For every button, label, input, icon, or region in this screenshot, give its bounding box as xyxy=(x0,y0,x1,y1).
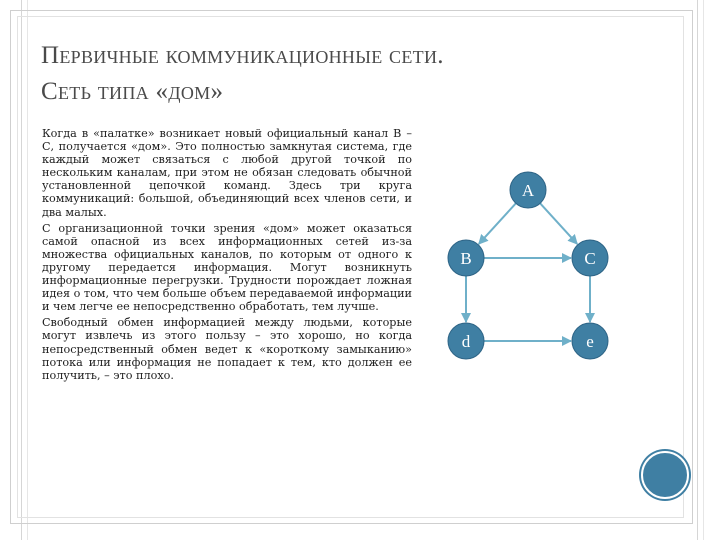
right-rule-line xyxy=(697,0,698,540)
node-label-B: B xyxy=(460,249,472,268)
node-label-e: e xyxy=(586,332,594,351)
slide-body-text xyxy=(42,127,412,385)
paragraph-2: С организационной точки зрения «дом» может оказаться самой опасной из всех информационных сетей из-за множества официальных каналов, по которым от одного к другому передается информация. Могут возникнуть информационные перегрузки. Трудности порождает ложная идея о том, что чем больше объем передаваемой информации и чем легче ее непосредственно обработать, тем лучше. xyxy=(42,221,412,314)
node-label-A: A xyxy=(521,181,535,200)
decorative-circle xyxy=(641,451,689,499)
slide-title xyxy=(41,38,601,110)
slide-title-line-2: Сеть типа «дом» xyxy=(41,78,224,105)
paragraph-1: Когда в «палатке» возникает новый официальный канал В – С, получается «дом». Это полностью замкнутая система, где каждый может связаться с любой другой точкой по нескольким каналам, при этом не обязан следовать обычной установленной цепочкой команд. Здесь три круга коммуникаций: большой, объединяющий всех членов сети, и два малых. xyxy=(42,127,412,219)
node-label-C: C xyxy=(584,249,596,268)
right-rule-line-inner xyxy=(703,0,704,540)
slide-title-line-1: Первичные коммуникационные сети. xyxy=(41,42,444,69)
paragraph-3: Свободный обмен информацией между людьми, которые могут извлечь из этого пользу – это хорошо, но когда непосредственный обмен ведет к «короткому замыканию» потока или информация не попадает к тем, кто должен ее получить, – это плохо. xyxy=(42,316,412,382)
edge-A-B xyxy=(479,203,516,244)
node-label-d: d xyxy=(461,332,471,351)
house-network-diagram xyxy=(430,155,630,375)
edge-A-C xyxy=(540,203,577,244)
